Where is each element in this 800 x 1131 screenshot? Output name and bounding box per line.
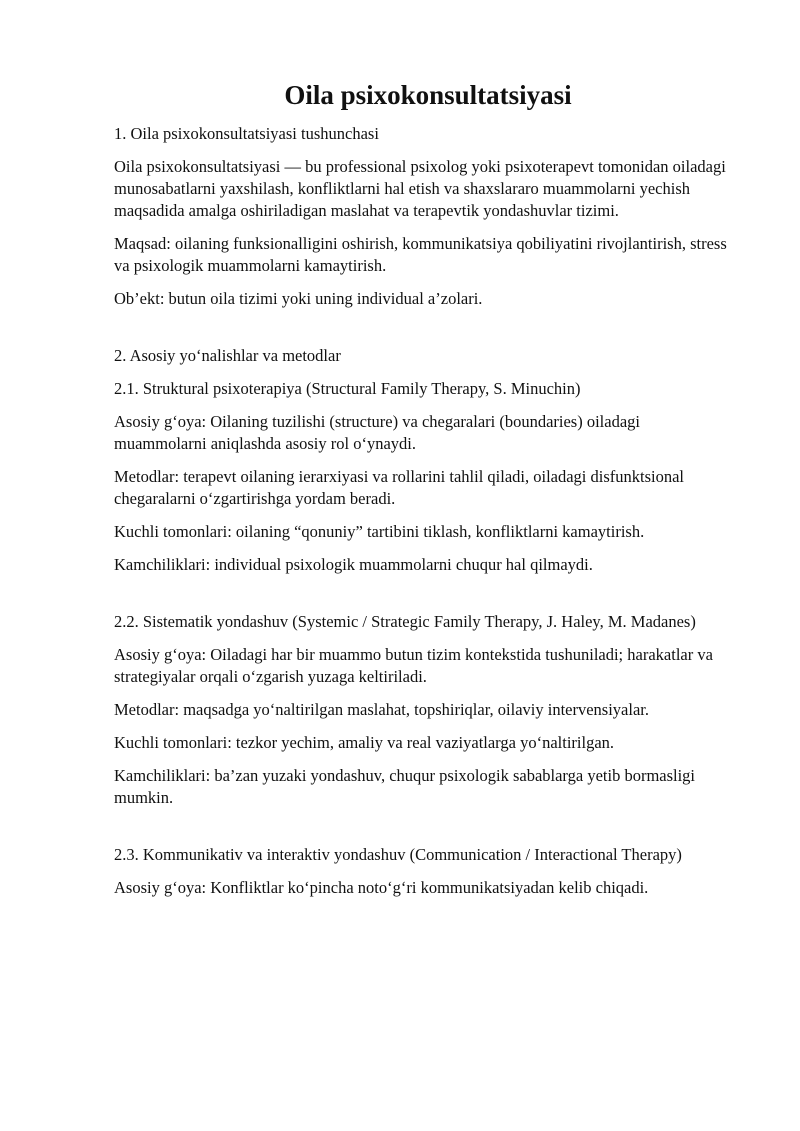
subsection-heading: 2.3. Kommunikativ va interaktiv yondashuv (Communication / Interactional Therapy) <box>114 845 682 864</box>
paragraph: Ob’ekt: butun oila tizimi yoki uning individual a’zolari. <box>114 289 483 308</box>
paragraph: Metodlar: terapevt oilaning ierarxiyasi va rollarini tahlil qiladi, oiladagi disfunktsional chegaralarni o‘zgartirishga yordam beradi. <box>114 467 685 508</box>
subsection-heading: 2.1. Struktural psixoterapiya (Structural Family Therapy, S. Minuchin) <box>114 379 581 398</box>
paragraph: Kuchli tomonlari: oilaning “qonuniy” tartibini tiklash, konfliktlarni kamaytirish. <box>114 522 645 541</box>
paragraph: Oila psixokonsultatsiyasi — bu professional psixolog yoki psixoterapevt tomonidan oiladagi munosabatlarni yaxshilash, konfliktlarni hal etish va shaxslararo muammolarni yechish maqsadida amalga oshiriladigan maslahat va terapevtik yondashuvlar tizimi. <box>114 157 726 220</box>
paragraph: Asosiy g‘oya: Konfliktlar ko‘pincha noto‘g‘ri kommunikatsiyadan kelib chiqadi. <box>114 878 649 897</box>
spacer <box>114 321 734 345</box>
section-heading: 1. Oila psixokonsultatsiyasi tushunchasi <box>114 124 379 143</box>
document-title: Oila psixokonsultatsiyasi <box>284 80 572 110</box>
spacer <box>114 587 734 611</box>
paragraph: Kamchiliklari: ba’zan yuzaki yondashuv, chuqur psixologik sabablarga yetib bormasligi mumkin. <box>114 766 696 807</box>
paragraph: Asosiy g‘oya: Oiladagi har bir muammo butun tizim kontekstida tushuniladi; harakatlar va strategiyalar orqali o‘zgarish yuzaga keltiriladi. <box>114 645 713 686</box>
subsection-heading: 2.2. Sistematik yondashuv (Systemic / Strategic Family Therapy, J. Haley, M. Madanes) <box>114 612 696 631</box>
section-heading: 2. Asosiy yo‘nalishlar va metodlar <box>114 346 341 365</box>
paragraph: Metodlar: maqsadga yo‘naltirilgan maslahat, topshiriqlar, oilaviy intervensiyalar. <box>114 700 649 719</box>
paragraph: Kuchli tomonlari: tezkor yechim, amaliy va real vaziyatlarga yo‘naltirilgan. <box>114 733 615 752</box>
document-page <box>114 78 734 910</box>
spacer <box>114 820 734 844</box>
paragraph: Kamchiliklari: individual psixologik muammolarni chuqur hal qilmaydi. <box>114 555 593 574</box>
paragraph: Maqsad: oilaning funksionalligini oshirish, kommunikatsiya qobiliyatini rivojlantirish, stress va psixologik muammolarni kamaytirish. <box>114 234 727 275</box>
paragraph: Asosiy g‘oya: Oilaning tuzilishi (structure) va chegaralari (boundaries) oiladagi muammolarni aniqlashda asosiy rol o‘ynaydi. <box>114 412 641 453</box>
